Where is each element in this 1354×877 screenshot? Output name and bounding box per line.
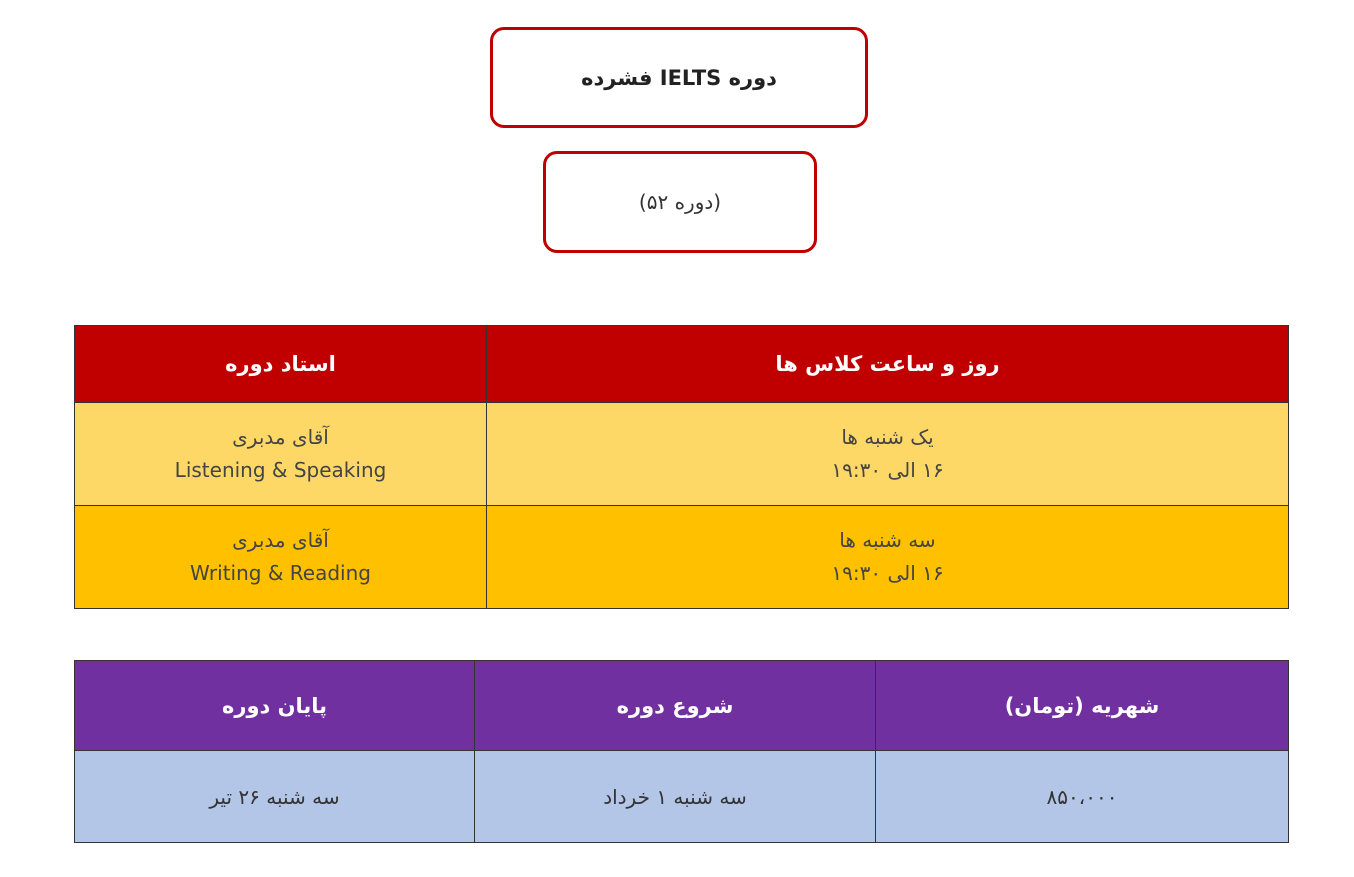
class-day: یک شنبه ها xyxy=(841,425,934,449)
class-time-cell xyxy=(487,506,1289,609)
instructor-skills: Listening & Speaking xyxy=(174,458,387,482)
course-title: دوره IELTS فشرده xyxy=(581,65,777,90)
instructor-header: استاد دوره xyxy=(75,326,487,403)
instructor-cell xyxy=(75,506,487,609)
schedule-table xyxy=(74,325,1289,609)
end-date-header: پایان دوره xyxy=(75,661,475,751)
class-hours: ۱۶ الی ۱۹:۳۰ xyxy=(831,561,944,585)
instructor-skills: Writing & Reading xyxy=(190,561,371,585)
course-title-box xyxy=(490,27,868,128)
end-date-value: سه شنبه ۲۶ تیر xyxy=(75,751,475,843)
start-date-header: شروع دوره xyxy=(475,661,876,751)
instructor-name: آقای مدبری xyxy=(232,528,329,552)
instructor-name: آقای مدبری xyxy=(232,425,329,449)
schedule-row xyxy=(75,403,1289,506)
tuition-value: ۸۵۰،۰۰۰ xyxy=(876,751,1289,843)
class-days-header: روز و ساعت کلاس ها xyxy=(487,326,1289,403)
session-number-box xyxy=(543,151,817,253)
fees-header-row xyxy=(75,661,1289,751)
class-hours: ۱۶ الی ۱۹:۳۰ xyxy=(831,458,944,482)
instructor-cell xyxy=(75,403,487,506)
schedule-row xyxy=(75,506,1289,609)
fees-row xyxy=(75,751,1289,843)
session-number: (دوره ۵۲) xyxy=(638,190,722,214)
class-day: سه شنبه ها xyxy=(839,528,936,552)
start-date-value: سه شنبه ۱ خرداد xyxy=(475,751,876,843)
tuition-header: شهریه (تومان) xyxy=(876,661,1289,751)
fees-table xyxy=(74,660,1289,843)
class-time-cell xyxy=(487,403,1289,506)
schedule-header-row xyxy=(75,326,1289,403)
